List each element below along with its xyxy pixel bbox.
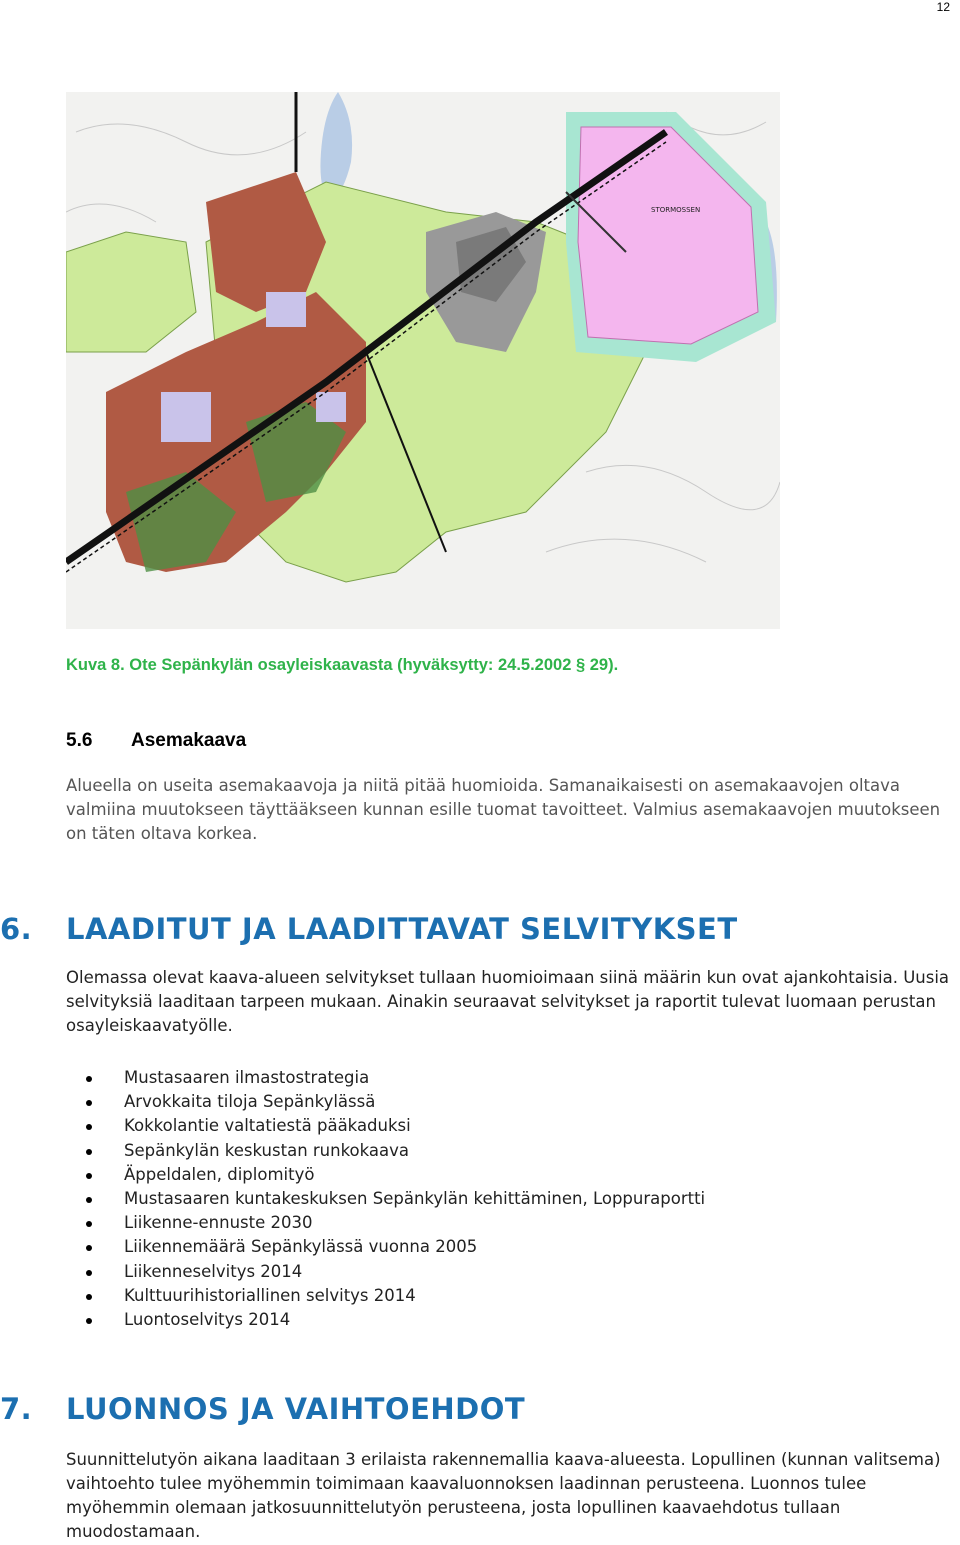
list-item <box>86 1187 705 1211</box>
section-number: 7. <box>0 1392 33 1426</box>
list-item-text: Luontoselvitys 2014 <box>124 1310 291 1330</box>
list-item-text: Mustasaaren kuntakeskuksen Sepänkylän kehittäminen, Loppuraportti <box>124 1189 706 1209</box>
list-item <box>86 1066 705 1090</box>
list-item <box>86 1211 705 1235</box>
section-6-heading <box>0 912 738 946</box>
bullet-icon <box>86 1318 92 1324</box>
bullet-icon <box>86 1197 92 1203</box>
list-item <box>86 1260 705 1284</box>
section-6-paragraph: Olemassa olevat kaava-alueen selvitykset tullaan huomioimaan siinä määrin kun ovat ajankohtaisia. Uusia selvityksiä laaditaan tarpeen mukaan. Ainakin seuraavat selvitykset ja raportit tulevat luomaan perustan osayleiskaavatyölle. <box>66 968 950 1035</box>
list-item <box>86 1235 705 1259</box>
public-block-2 <box>266 292 306 327</box>
map-label-stormossen: STORMOSSEN <box>651 206 701 214</box>
list-item-text: Sepänkylän keskustan runkokaava <box>124 1140 410 1160</box>
master-plan-map <box>66 92 780 629</box>
section-7-heading <box>0 1392 525 1426</box>
bullet-icon <box>86 1076 92 1082</box>
list-item-text: Äppeldalen, diplomityö <box>124 1164 315 1184</box>
bullet-icon <box>86 1173 92 1179</box>
bullet-icon <box>86 1149 92 1155</box>
bullet-icon <box>86 1270 92 1276</box>
section-title: LAADITUT JA LAADITTAVAT SELVITYKSET <box>66 912 738 946</box>
list-item <box>86 1114 705 1138</box>
section-number: 5.6 <box>66 730 93 751</box>
list-item <box>86 1308 705 1332</box>
section-number: 6. <box>0 912 33 946</box>
list-item-text: Mustasaaren ilmastostrategia <box>124 1068 370 1087</box>
list-item-text: Kokkolantie valtatiestä pääkaduksi <box>124 1116 411 1136</box>
section-5-6-heading <box>66 730 246 752</box>
list-item-text: Liikennemäärä Sepänkylässä vuonna 2005 <box>124 1237 478 1257</box>
list-item <box>86 1139 705 1163</box>
list-item-text: Kulttuurihistoriallinen selvitys 2014 <box>124 1285 416 1305</box>
bullet-icon <box>86 1245 92 1251</box>
section-5-6-paragraph: Alueella on useita asemakaavoja ja niitä pitää huomioida. Samanaikaisesti on asemakaavojen oltava valmiina muutokseen täyttääkseen kunnan esille tuomat tavoitteet. Valmius asemakaavojen muutokseen on täten oltava korkea. <box>66 776 941 843</box>
figure-caption: Kuva 8. Ote Sepänkylän osayleiskaavasta (hyväksytty: 24.5.2002 § 29). <box>66 656 619 674</box>
section-title: LUONNOS JA VAIHTOEHDOT <box>66 1392 526 1426</box>
bullet-icon <box>86 1100 92 1106</box>
bullet-icon <box>86 1124 92 1130</box>
page-number: 12 <box>936 0 950 14</box>
list-item <box>86 1284 705 1308</box>
public-block-1 <box>161 392 211 442</box>
section-7-paragraph: Suunnittelutyön aikana laaditaan 3 erilaista rakennemallia kaava-alueesta. Lopullinen (kunnan valitsema) vaihtoehto tulee myöhemmin toimimaan kaavaluonnoksen laadinnan perusteena. Luonnos tulee myöhemmin olemaan jatkosuunnittelutyön perusteena, josta lopullinen kaavaehdotus tullaan muodostamaan. <box>66 1450 941 1541</box>
section-title: Asemakaava <box>131 730 247 751</box>
list-item-text: Liikenne-ennuste 2030 <box>124 1213 313 1233</box>
list-item-text: Liikenneselvitys 2014 <box>124 1261 303 1281</box>
bullet-icon <box>86 1294 92 1300</box>
bullet-icon <box>86 1221 92 1227</box>
list-item <box>86 1090 705 1114</box>
list-item <box>86 1163 705 1187</box>
studies-list <box>86 1066 705 1332</box>
list-item-text: Arvokkaita tiloja Sepänkylässä <box>124 1092 376 1112</box>
